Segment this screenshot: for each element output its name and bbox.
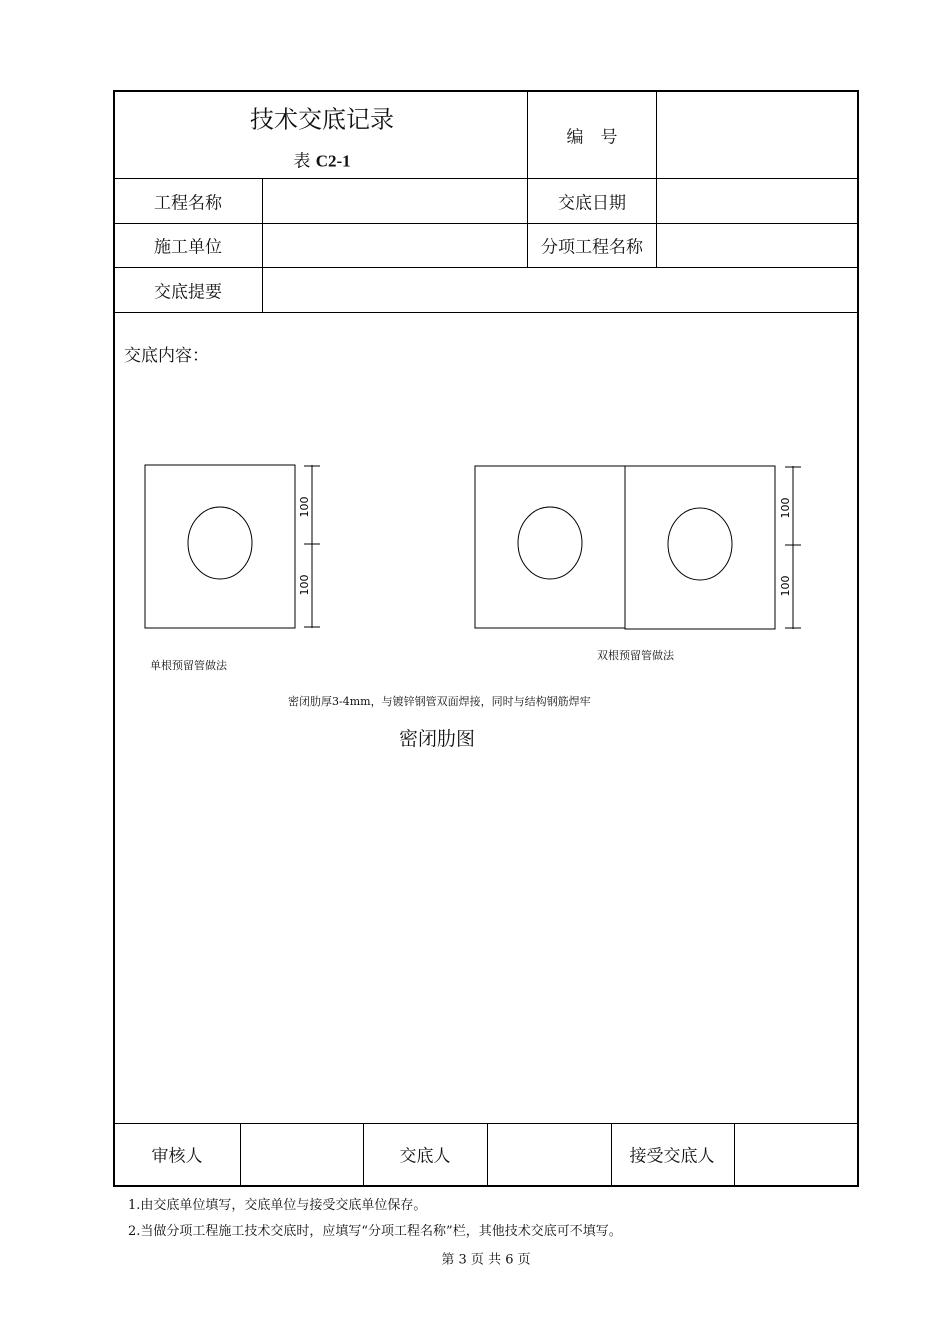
dimension-label: 100 bbox=[779, 575, 792, 597]
double-plate-left bbox=[475, 466, 625, 628]
dimension-label: 100 bbox=[298, 574, 311, 596]
reviewer-signature-field[interactable] bbox=[242, 1125, 362, 1185]
project-name-label: 工程名称 bbox=[154, 193, 222, 214]
content-label: 交底内容： bbox=[124, 346, 209, 366]
receiver-label: 接受交底人 bbox=[629, 1146, 715, 1167]
dimension-label: 100 bbox=[298, 496, 311, 518]
double-plate-right bbox=[625, 466, 775, 629]
pipe-opening-icon bbox=[518, 507, 582, 579]
summary-label: 交底提要 bbox=[154, 282, 222, 303]
footnote: 2.当做分项工程施工技术交底时，应填写“分项工程名称”栏，其他技术交底可不填写。 bbox=[128, 1224, 622, 1239]
subproject-name-label: 分项工程名称 bbox=[541, 237, 643, 258]
footnote: 1.由交底单位填写，交底单位与接受交底单位保存。 bbox=[128, 1198, 427, 1213]
presenter-label: 交底人 bbox=[399, 1146, 451, 1167]
pipe-opening-icon bbox=[668, 508, 732, 580]
drawing-note: 密闭肋厚3-4mm，与镀锌钢管双面焊接，同时与结构钢筋焊牢 bbox=[288, 695, 591, 708]
drawing-title: 密闭肋图 bbox=[399, 728, 476, 750]
presenter-signature-field[interactable] bbox=[489, 1125, 610, 1185]
receiver-signature-field[interactable] bbox=[736, 1125, 857, 1185]
contractor-label: 施工单位 bbox=[154, 237, 222, 258]
number-label: 编 号 bbox=[566, 127, 618, 148]
dimension-label: 100 bbox=[779, 497, 792, 519]
double-pipe-caption: 双根预留管做法 bbox=[597, 649, 674, 662]
form-code-prefix: 表 bbox=[293, 151, 311, 172]
pipe-opening-icon bbox=[188, 507, 252, 579]
single-plate bbox=[145, 465, 295, 628]
single-pipe-caption: 单根预留管做法 bbox=[150, 659, 227, 672]
reviewer-label: 审核人 bbox=[151, 1146, 203, 1167]
page-indicator: 第 3 页 共 6 页 bbox=[441, 1252, 531, 1268]
form-title: 技术交底记录 bbox=[250, 105, 394, 134]
form-code-value: C2-1 bbox=[315, 151, 351, 171]
handover-date-label: 交底日期 bbox=[558, 193, 626, 214]
